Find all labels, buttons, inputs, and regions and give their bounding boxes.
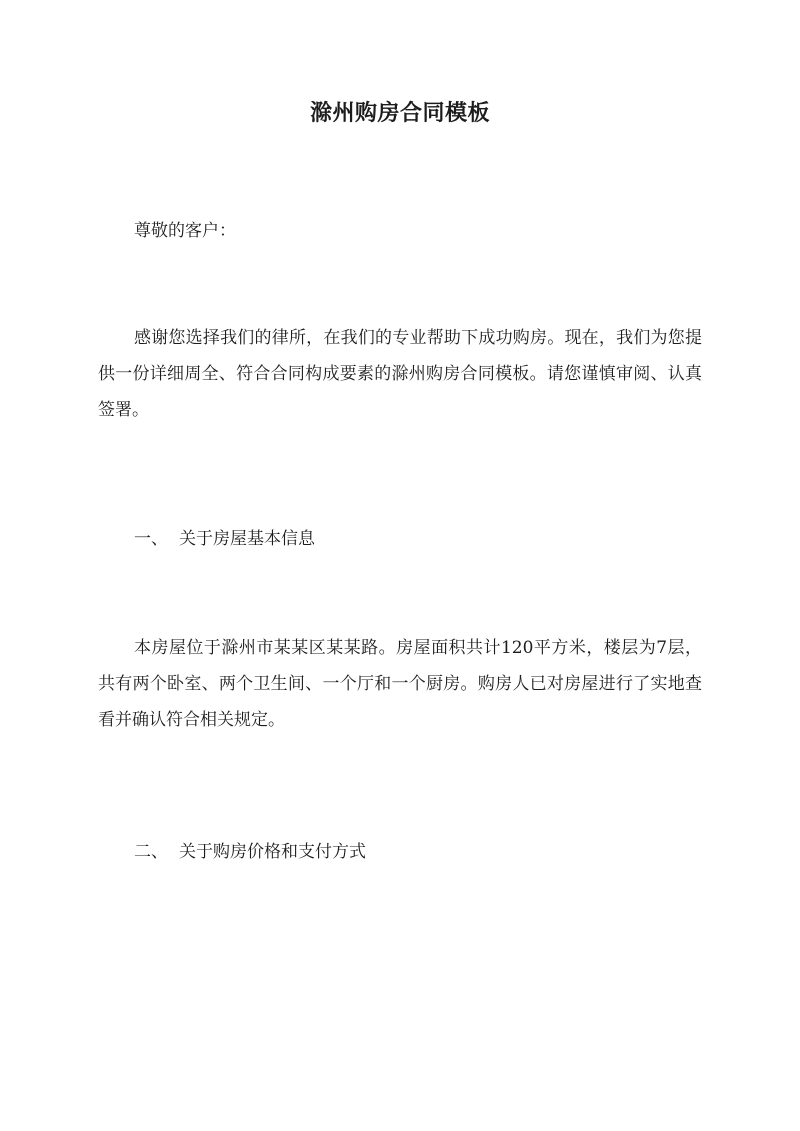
section-number-1: 一、 <box>134 529 168 549</box>
section-title-1: 关于房屋基本信息 <box>179 529 315 549</box>
salutation: 尊敬的客户： <box>134 221 236 241</box>
intro-paragraph: 感谢您选择我们的律所，在我们的专业帮助下成功购房。现在，我们为您提供一份详细周全、符合合同构成要素的滁州购房合同模板。请您谨慎审阅、认真签署。 <box>98 328 702 420</box>
section-heading-1 <box>98 521 702 557</box>
section-body-1: 本房屋位于滁州市某某区某某路。房屋面积共计120平方米，楼层为7层，共有两个卧室、两个卫生间、一个厅和一个厨房。购房人已对房屋进行了实地查看并确认符合相关规定。 <box>98 638 702 730</box>
section-title-2: 关于购房价格和支付方式 <box>179 842 366 862</box>
section-number-2: 二、 <box>134 842 168 862</box>
document-title: 滁州购房合同模板 <box>309 100 490 126</box>
section-heading-2 <box>98 834 702 870</box>
